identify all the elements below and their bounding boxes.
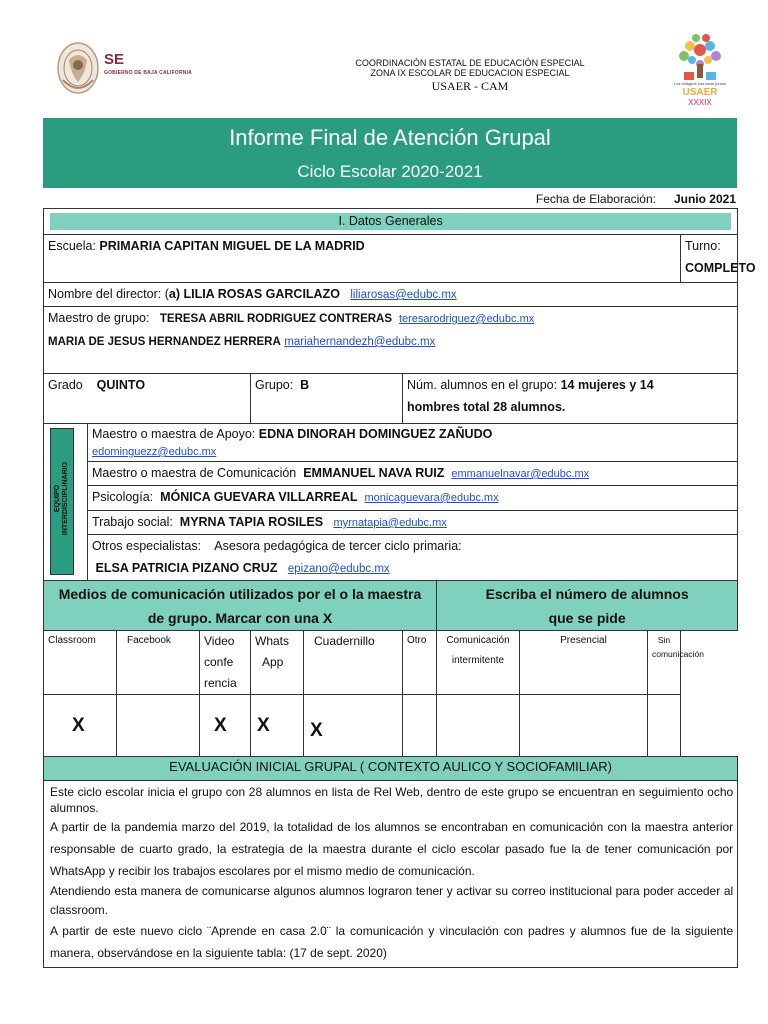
equipo-band	[50, 428, 74, 575]
turno-cell	[681, 235, 756, 283]
apoyo-cell	[88, 424, 738, 462]
fecha-row	[44, 190, 736, 208]
maestro2-email-link[interactable]: mariahernandezh@edubc.mx	[284, 336, 436, 348]
se-logo-text: SE	[104, 51, 125, 68]
psicologia-email-link[interactable]: monicaguevara@edubc.mx	[364, 492, 499, 504]
gob-text: GOBIERNO DE BAJA CALIFORNIA	[104, 70, 192, 76]
escuela-value: PRIMARIA CAPITAN MIGUEL DE LA MADRID	[99, 239, 365, 253]
mark-facebook	[117, 695, 200, 757]
otros-value: Asesora pedagógica de tercer ciclo primaria:	[214, 539, 462, 553]
header-line-3: USAER - CAM	[431, 79, 509, 93]
num-label: Núm. alumnos en el grupo:	[407, 378, 558, 392]
director-prefix: a	[168, 287, 176, 301]
escuela-label: Escuela:	[48, 239, 100, 253]
se-logo	[104, 52, 192, 76]
usaer-logo-caption: Los milagros son estar juntos	[673, 81, 727, 86]
evaluacion-paragraph-3: Atendiendo esta manera de comunicarse algunos alumnos lograron tener y activar su correo institucional para poder acceder al classroom.	[50, 884, 734, 917]
col-presencial: Presencial	[520, 631, 648, 695]
otros-name: ELSA PATRICIA PIZANO CRUZ	[95, 561, 278, 575]
maestro1-name: TERESA ABRIL RODRIGUEZ CONTRERAS	[159, 313, 393, 325]
maestro-label: Maestro de grupo:	[48, 311, 150, 325]
mark-whatsapp: X	[251, 695, 304, 757]
grupo-label: Grupo:	[255, 378, 294, 392]
num-value-1: 14 mujeres y 14	[557, 378, 654, 392]
col-sin-comunicacion: Sin comunicación	[648, 631, 681, 695]
fecha-value: Junio 2021	[673, 192, 736, 206]
num-alumnos-cell	[403, 374, 738, 424]
director-email-link[interactable]: liliarosas@edubc.mx	[350, 289, 457, 301]
escuela-cell	[44, 235, 681, 283]
otros-email-link[interactable]: epizano@edubc.mx	[287, 563, 390, 575]
evaluacion-paragraph-4: A partir de este nuevo ciclo ¨Aprende en casa 2.0¨ la comunicación y vinculación con padres y alumnos fue de la siguiente manera, observándose en la siguiente tabla: (17 de sept. 2020)	[50, 924, 734, 960]
equipo-vertical-label: EQUIPO INTERDISCIPLINARIO	[54, 461, 69, 536]
col-facebook: Facebook	[117, 631, 200, 695]
grado-label: Grado	[48, 378, 83, 392]
turno-label: Turno:	[685, 239, 721, 253]
datos-generales-title: I. Datos Generales	[50, 213, 731, 230]
psicologia-name: MÓNICA GUEVARA VILLARREAL	[160, 490, 358, 504]
trabajo-social-cell	[88, 511, 738, 535]
col-comunicacion-intermitente: Comunicación intermitente	[437, 631, 520, 695]
apoyo-label: Maestro o maestra de Apoyo:	[92, 427, 259, 441]
report-title: Informe Final de Atención Grupal	[229, 125, 551, 150]
apoyo-email-link[interactable]: edominguezz@edubc.mx	[92, 446, 217, 458]
grupo-cell	[251, 374, 403, 424]
psicologia-label: Psicología:	[92, 490, 154, 504]
report-subtitle: Ciclo Escolar 2020-2021	[297, 162, 483, 181]
turno-value: COMPLETO	[685, 261, 756, 275]
evaluacion-paragraph-2: A partir de la pandemia marzo del 2019, la totalidad de los alumnos se encontraban en comunicación con la maestra anterior responsable de cuarto grado, la estrategia de la maestra durante el ciclo escolar pasado fue la de tener comunicación por WhatsApp y recibir los trabajos escolares por el mismo medio de comunicación.	[50, 820, 734, 878]
col-otro: Otro	[403, 631, 437, 695]
grupo-value: B	[300, 378, 310, 392]
mark-classroom: X	[44, 695, 117, 757]
comunicacion-name: EMMANUEL NAVA RUIZ	[303, 466, 445, 480]
apoyo-name: EDNA DINORAH DOMINGUEZ ZAÑUDO	[258, 427, 493, 441]
evaluacion-title: EVALUACIÓN INICIAL GRUPAL ( CONTEXTO AULICO Y SOCIOFAMILIAR)	[44, 757, 738, 781]
state-seal-logo	[55, 40, 101, 98]
evaluacion-body	[44, 781, 738, 968]
trabajo-email-link[interactable]: myrnatapia@edubc.mx	[333, 517, 447, 529]
mark-sin-comunicacion	[648, 695, 681, 757]
mark-presencial	[520, 695, 648, 757]
maestro1-email-link[interactable]: teresarodriguez@edubc.mx	[398, 313, 535, 325]
header-line-1: COORDINACIÓN ESTATAL DE EDUCACIÓN ESPECIAL	[355, 58, 585, 68]
col-whatsapp: Whats App	[251, 631, 304, 695]
grado-cell	[44, 374, 251, 424]
fecha-label: Fecha de Elaboración:	[535, 192, 656, 206]
comunicacion-label: Maestro o maestra de Comunicación	[92, 466, 297, 480]
trabajo-name: MYRNA TAPIA ROSILES	[179, 515, 324, 529]
col-classroom: Classroom	[44, 631, 117, 695]
mark-comunicacion-intermitente	[437, 695, 520, 757]
comunicacion-email-link[interactable]: emmanuelnavar@edubc.mx	[451, 468, 590, 480]
medios-header-left: Medios de comunicación utilizados por el o la maestra de grupo. Marcar con una X	[44, 581, 437, 631]
trabajo-label: Trabajo social:	[92, 515, 173, 529]
mark-videoconferencia: X	[200, 695, 251, 757]
report-banner	[43, 118, 737, 188]
num-value-2: hombres total 28 alumnos.	[407, 400, 566, 414]
mark-otro	[403, 695, 437, 757]
otros-name-cell	[88, 557, 738, 581]
equipo-cell	[44, 424, 88, 581]
director-label: Nombre del director: (	[48, 287, 169, 301]
report-table	[43, 208, 756, 968]
usaer-logo	[660, 28, 740, 108]
director-cell	[44, 283, 738, 307]
header-text	[300, 58, 640, 91]
evaluacion-paragraph-1: Este ciclo escolar inicia el grupo con 28 alumnos en lista de Rel Web, dentro de este grupo se encuentran en seguimiento ocho alumnos.	[50, 785, 734, 815]
comunicacion-cell	[88, 462, 738, 486]
usaer-logo-number: XXXIX	[688, 98, 712, 107]
mark-cuadernillo: X	[304, 695, 403, 757]
maestro2-name: MARIA DE JESUS HERNANDEZ HERRERA	[48, 336, 281, 348]
col-cuadernillo: Cuadernillo	[304, 631, 403, 695]
maestro-grupo-cell	[44, 307, 738, 374]
datos-generales-header-cell	[44, 209, 738, 235]
otros-label: Otros especialistas:	[92, 539, 202, 553]
medios-header-right: Escriba el número de alumnos que se pide	[437, 581, 738, 631]
otros-cell	[88, 535, 738, 558]
grado-value: QUINTO	[96, 378, 146, 392]
col-videoconferencia: Video confe rencia	[200, 631, 251, 695]
director-name: ) LILIA ROSAS GARCILAZO	[175, 287, 340, 301]
psicologia-cell	[88, 486, 738, 511]
usaer-logo-name: USAER	[682, 87, 718, 98]
header-line-2: ZONA IX ESCOLAR DE EDUCACION ESPECIAL	[370, 68, 570, 78]
